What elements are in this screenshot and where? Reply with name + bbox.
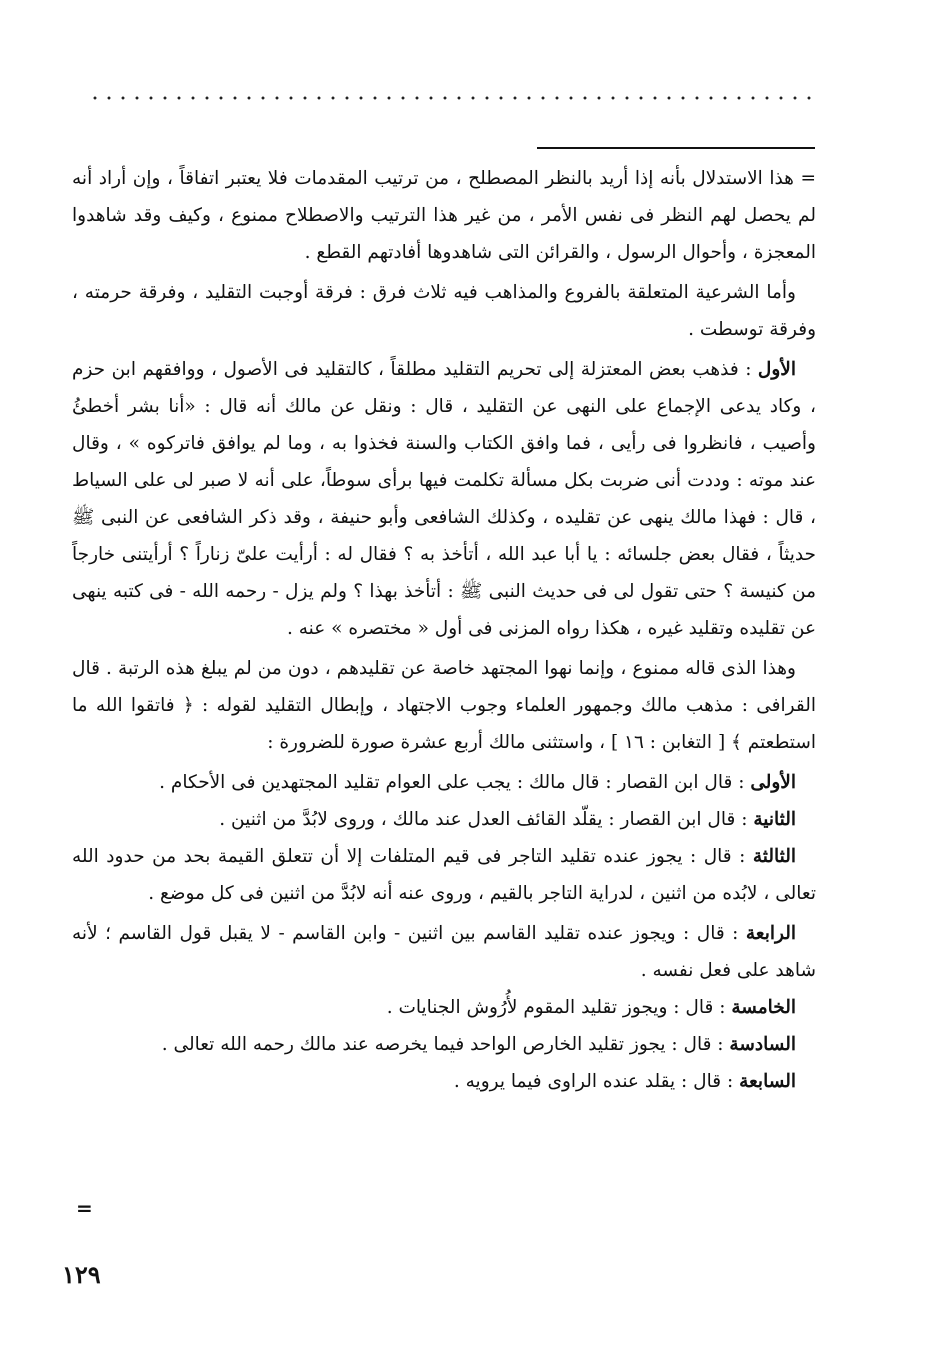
paragraph-text: : قال : يجوز عنده تقليد التاجر فى قيم المتلفات إلا أن تتعلق القيمة بحد من حدود الله تعالى ، لابُده من اثنين ، لدراية التاجر بالقيم ، وروى عنه أنه لابُدَّ من اثنين فى كل موضع .	[72, 846, 816, 904]
paragraph-label: السادسة	[729, 1034, 796, 1055]
paragraph-text: : فذهب بعض المعتزلة إلى تحريم التقليد مطلقاً ، كالتقليد فى الأصول ، ووافقهم ابن حزم ، وكاد يدعى الإجماع على النهى عن التقليد ، قال : ونقل عن مالك أنه قال : «أنا بشر أخطئُ وأصيب ، فانظروا فى رأيى ، فما وافق الكتاب والسنة فخذوا به ، وما لم يوافق فاتركوه » ، وقال عند موته : وددت أنى ضربت بكل مسألة تكلمت فيها برأى سوطاً، على أنه لا صبر لى على السياط ، قال : فهذا مالك ينهى عن تقليده ، وكذلك الشافعى وأبو حنيفة ، وقد ذكر الشافعى عن النبى ﷺ حديثاً ، فقال بعض جلسائه : يا أبا عبد الله ، أتأخذ به ؟ فقال له : أرأيت علىّ زناراً ؟ أرأيتنى خارجاً من كنيسة ؟ حتى تقول لى فى حديث النبى ﷺ : أتأخذ بهذا ؟ ولم يزل - رحمه الله - فى كتبه ينهى عن تقليده وتقليد غيره ، هكذا رواه المزنى فى أول « مختصره » عنه .	[72, 359, 816, 639]
paragraph-text: = هذا الاستدلال بأنه إذا أريد بالنظر المصطلح ، من ترتيب المقدمات فلا يعتبر اتفاقاً ، وإن أراد أنه لم يحصل لهم النظر فى نفس الأمر ، من غير هذا الترتيب والاصطلاح ممنوع ، وكيف وقد شاهدوا المعجزة ، وأحوال الرسول ، والقرائن التى شاهدوها أفادتهم القطع .	[72, 168, 816, 263]
paragraph-text: : قال : يجوز تقليد الخارص الواحد فيما يخرصه عند مالك رحمه الله تعالى .	[161, 1034, 730, 1055]
paragraph	[72, 160, 816, 271]
paragraph	[72, 274, 816, 348]
paragraph	[72, 801, 816, 838]
paragraph-label: الثالثة	[752, 846, 796, 867]
paragraph	[72, 351, 816, 647]
paragraph-label: الأولى	[750, 772, 796, 793]
paragraph-text: : قال : ويجوز تقليد المقوم لأُرُوش الجنايات .	[386, 997, 732, 1018]
continuation-mark: =	[76, 1196, 93, 1220]
dotted-separator	[88, 94, 816, 102]
paragraph	[72, 915, 816, 989]
paragraph-label: الرابعة	[745, 923, 796, 944]
paragraph-text: : قال ابن القصار : قال مالك : يجب على العوام تقليد المجتهدين فى الأحكام .	[159, 772, 751, 793]
footnote-rule	[537, 147, 815, 149]
paragraph	[72, 838, 816, 912]
paragraph	[72, 650, 816, 761]
paragraph	[72, 1063, 816, 1100]
paragraph	[72, 989, 816, 1026]
paragraph-label: الأول	[757, 359, 796, 380]
paragraph-text: : قال : ويجوز عنده تقليد القاسم بين اثنين - وابن القاسم - لا يقبل قول القاسم ؛ لأنه شاهد على فعل نفسه .	[72, 923, 816, 981]
paragraph-text: وأما الشرعية المتعلقة بالفروع والمذاهب فيه ثلاث فرق : فرقة أوجبت التقليد ، وفرقة حرمته ، وفرقة توسطت .	[72, 282, 816, 340]
page-body	[72, 160, 816, 1100]
paragraph	[72, 1026, 816, 1063]
paragraph-text: وهذا الذى قاله ممنوع ، وإنما نهوا المجتهد خاصة عن تقليدهم ، دون من لم يبلغ هذه الرتبة . قال القرافى : مذهب مالك وجمهور العلماء وجوب الاجتهاد ، وإبطال التقليد لقوله : ﴿ فاتقوا الله ما استطعتم ﴾ [ التغابن : ١٦ ] ، واستثنى مالك أربع عشرة صورة للضرورة :	[72, 658, 816, 753]
paragraph-text: : قال : يقلد عنده الراوى فيما يرويه .	[453, 1071, 740, 1092]
paragraph-label: السابعة	[739, 1071, 796, 1092]
page-number: ١٢٩	[62, 1260, 101, 1289]
paragraph-label: الثانية	[753, 809, 796, 830]
paragraph	[72, 764, 816, 801]
paragraph-label: الخامسة	[731, 997, 796, 1018]
paragraph-text: : قال ابن القصار : يقلّد القائف العدل عند مالك ، وروى لابُدَّ من اثنين .	[219, 809, 754, 830]
